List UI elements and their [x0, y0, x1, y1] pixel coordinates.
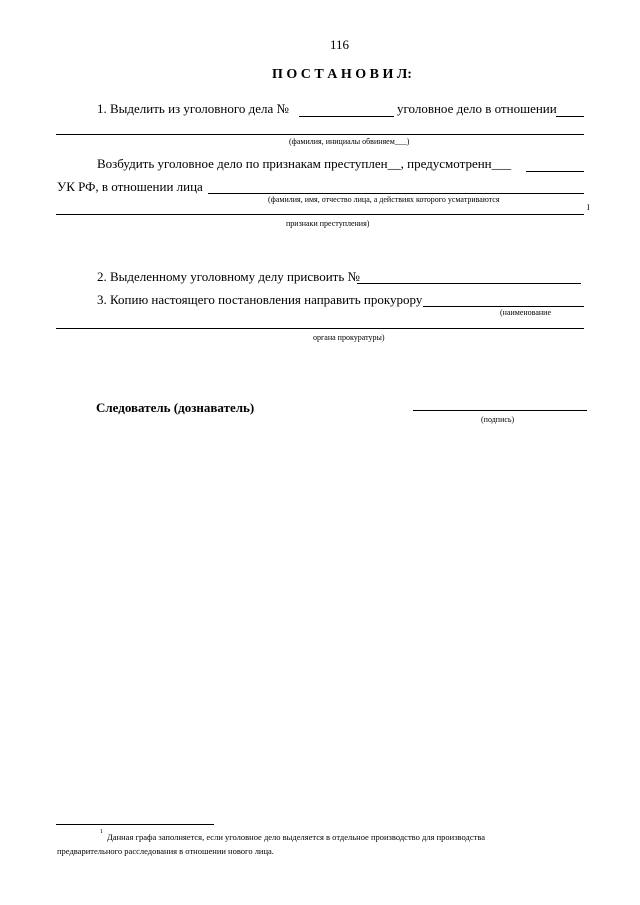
- person-name-field[interactable]: [208, 193, 584, 194]
- footnote-divider: [56, 824, 214, 825]
- person-caption-2: признаки преступления): [286, 219, 370, 228]
- footnote-marker: 1: [100, 829, 103, 835]
- footnote-line2: предварительного расследования в отношении нового лица.: [57, 846, 274, 856]
- initiate-line2: УК РФ, в отношении лица: [57, 179, 203, 194]
- person-caption-1: (фамилия, имя, отчество лица, а действиях которого усматриваются: [268, 195, 500, 204]
- accused-short-field[interactable]: [556, 116, 584, 117]
- signature-field[interactable]: [413, 410, 587, 411]
- new-case-number-field[interactable]: [357, 283, 581, 284]
- investigator-label: Следователь (дознаватель): [96, 400, 255, 415]
- prosecutor-field-2[interactable]: [56, 328, 584, 329]
- item2-text: 2. Выделенному уголовному делу присвоить №: [97, 269, 360, 284]
- accused-name-field[interactable]: [56, 134, 584, 135]
- page-title: П О С Т А Н О В И Л:: [272, 67, 412, 82]
- item1-middle: уголовное дело в отношении: [397, 101, 557, 116]
- prosecutor-caption-1: (наименование: [500, 308, 552, 317]
- margin-mark: I: [587, 203, 590, 212]
- item1-prefix: 1. Выделить из уголовного дела №: [97, 101, 289, 116]
- case-number-field[interactable]: [299, 116, 394, 117]
- initiate-line1: Возбудить уголовное дело по признакам преступлен__, предусмотренн___: [97, 156, 512, 171]
- accused-caption: (фамилия, инициалы обвиняем___): [289, 137, 410, 146]
- prosecutor-caption-2: органа прокуратуры): [313, 333, 385, 342]
- item3-text: 3. Копию настоящего постановления направить прокурору: [97, 292, 423, 307]
- person-name-field-2[interactable]: [56, 214, 584, 215]
- prosecutor-field[interactable]: [423, 306, 584, 307]
- signature-caption: (подпись): [481, 415, 515, 424]
- footnote-line1: Данная графа заполняется, если уголовное дело выделяется в отдельное производство для производства: [107, 832, 486, 842]
- article-field[interactable]: [526, 171, 584, 172]
- page-number: 116: [330, 37, 350, 52]
